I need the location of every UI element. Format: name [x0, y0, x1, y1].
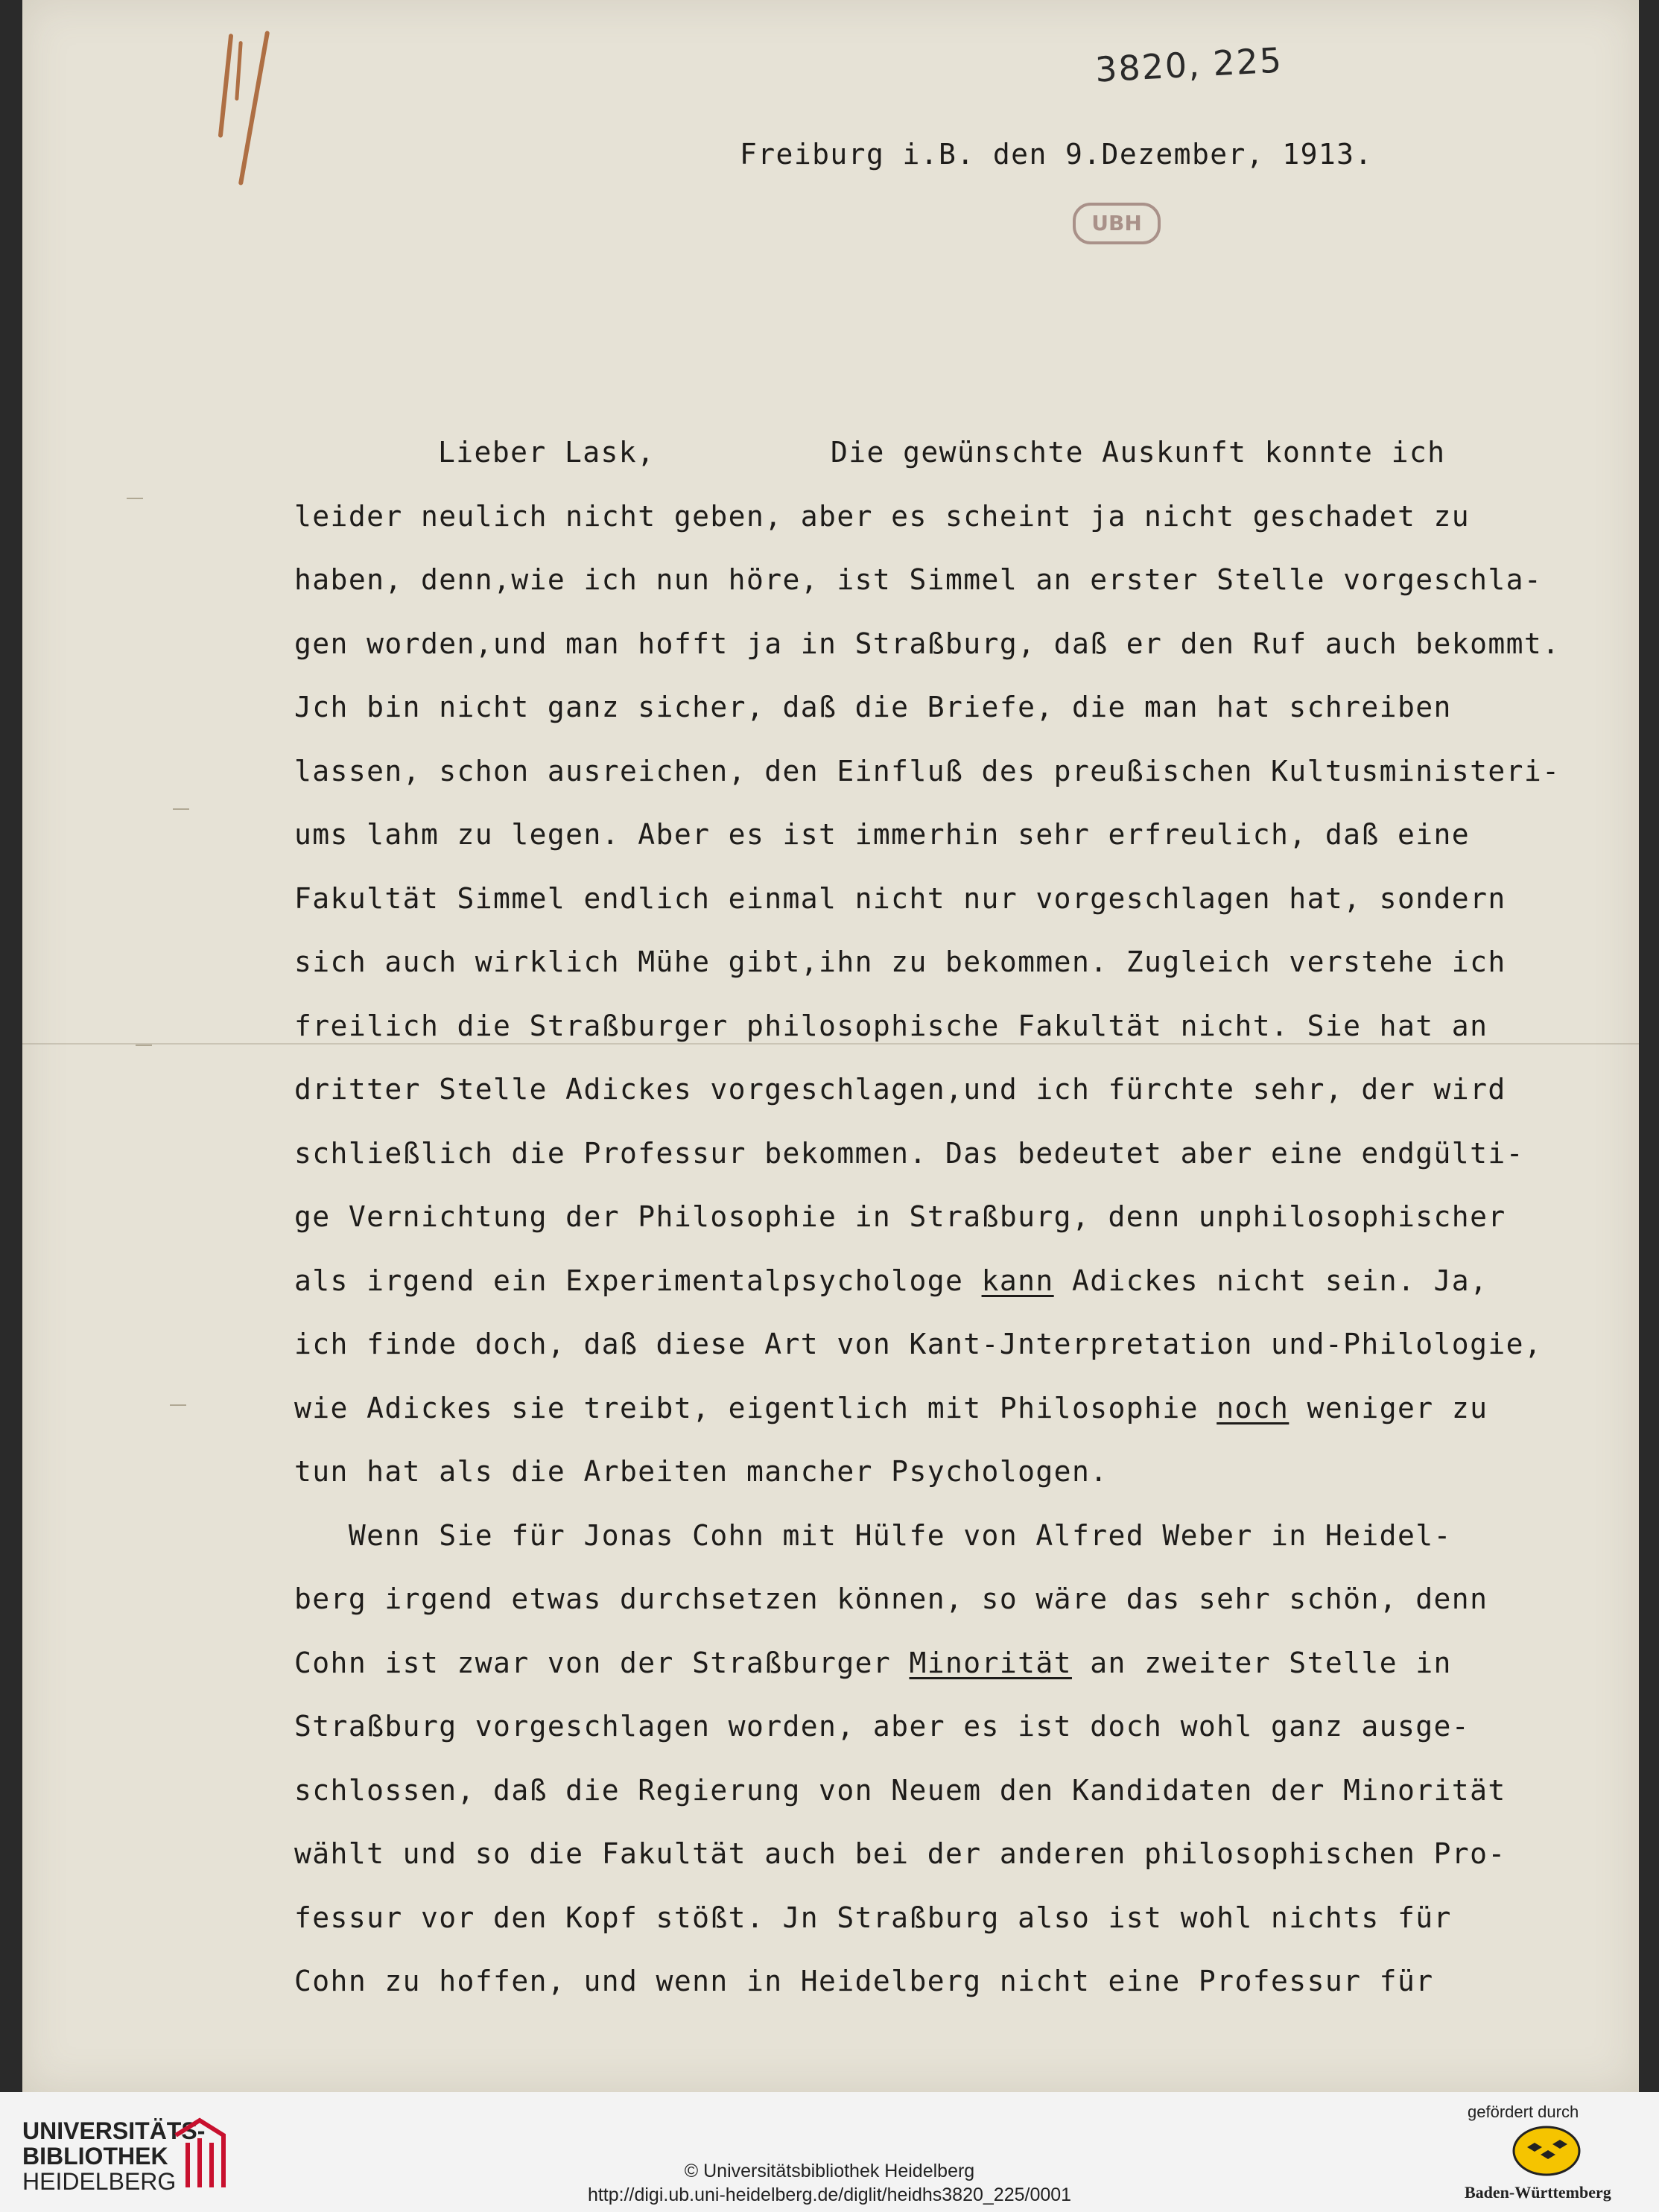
- letter-line: wählt und so die Fakultät auch bei der anderen philosophischen Pro-: [294, 1837, 1506, 1870]
- underlined-word: kann: [981, 1264, 1054, 1297]
- letter-line-text: Adickes nicht sein. Ja,: [1053, 1264, 1488, 1297]
- letter-line: fessur vor den Kopf stößt. Jn Straßburg also ist wohl nichts für: [294, 1901, 1452, 1934]
- letter-line-text: als irgend ein Experimentalpsychologe: [294, 1264, 982, 1297]
- letter-line: [294, 1392, 1488, 1425]
- letter-line: Wenn Sie für Jonas Cohn mit Hülfe von Alfred Weber in Heidel-: [294, 1518, 1452, 1552]
- letter-line: leider neulich nicht geben, aber es scheint ja nicht geschadet zu: [294, 499, 1471, 533]
- margin-mark: [127, 498, 143, 499]
- copyright-notice: © Universitätsbibliothek Heidelberg: [684, 2161, 975, 2181]
- letter-line: berg irgend etwas durchsetzen können, so wäre das sehr schön, denn: [294, 1582, 1488, 1615]
- letter-line: gen worden,und man hofft ja in Straßburg, daß er den Ruf auch bekommt.: [294, 627, 1561, 660]
- margin-mark: [170, 1404, 186, 1406]
- letter-line: [294, 1264, 1488, 1297]
- library-name-line: UNIVERSITÄTS-: [22, 2117, 206, 2144]
- letter-line-text: an zweiter Stelle in: [1071, 1646, 1452, 1679]
- library-stamp: UBH: [1073, 203, 1161, 244]
- letter-line: ich finde doch, daß diese Art von Kant-Jnterpretation und-Philologie,: [294, 1328, 1543, 1360]
- letter-line: lassen, schon ausreichen, den Einfluß des preußischen Kultusministeri-: [294, 754, 1561, 787]
- letter-line: freilich die Straßburger philosophische Fakultät nicht. Sie hat an: [294, 1009, 1488, 1042]
- letter-line: Jch bin nicht ganz sicher, daß die Briefe, die man hat schreiben: [294, 691, 1452, 723]
- margin-mark: [173, 808, 189, 810]
- letter-line: Cohn zu hoffen, und wenn in Heidelberg nicht eine Professur für: [294, 1965, 1434, 1997]
- letter-line: tun hat als die Arbeiten mancher Psychologen.: [294, 1455, 1108, 1488]
- source-url[interactable]: http://digi.ub.uni-heidelberg.de/diglit/heidhs3820_225/0001: [587, 2184, 1072, 2205]
- letter-line: dritter Stelle Adickes vorgeschlagen,und ich fürchte sehr, der wird: [294, 1073, 1506, 1106]
- letter-line: Fakultät Simmel endlich einmal nicht nur vorgeschlagen hat, sondern: [294, 881, 1506, 915]
- letter-line-text: wie Adickes sie treibt, eigentlich mit Philosophie: [294, 1391, 1217, 1425]
- letter-line-text: weniger zu: [1289, 1391, 1488, 1425]
- fold-line: [22, 1043, 1639, 1045]
- underlined-word: noch: [1217, 1391, 1290, 1425]
- underlined-word: Minorität: [909, 1646, 1072, 1679]
- letter-date: Freiburg i.B. den 9.Dezember, 1913.: [740, 138, 1373, 171]
- baden-wuerttemberg-emblem-icon: [1511, 2125, 1582, 2177]
- funder-label: gefördert durch: [1468, 2102, 1579, 2121]
- library-name-line: BIBLIOTHEK: [22, 2143, 168, 2170]
- letter-line: sich auch wirklich Mühe gibt,ihn zu bekommen. Zugleich verstehe ich: [294, 945, 1506, 978]
- library-name-line: HEIDELBERG: [22, 2168, 177, 2195]
- letter-line: ums lahm zu legen. Aber es ist immerhin sehr erfreulich, daß eine: [294, 818, 1471, 851]
- letter-salutation: Lieber Lask,: [438, 436, 656, 469]
- letter-line: schlossen, daß die Regierung von Neuem den Kandidaten der Minorität: [294, 1773, 1506, 1807]
- letter-line: ge Vernichtung der Philosophie in Straßburg, denn unphilosophischer: [294, 1200, 1506, 1233]
- letter-line: [294, 1647, 1452, 1679]
- letter-line: Die gewünschte Auskunft konnte ich: [831, 436, 1446, 469]
- footer: [0, 2092, 1659, 2212]
- margin-mark: [136, 1045, 152, 1046]
- archive-number: 3820, 225: [1094, 39, 1284, 90]
- letter-line: Straßburg vorgeschlagen worden, aber es ist doch wohl ganz ausge-: [294, 1710, 1471, 1743]
- letter-line: schließlich die Professur bekommen. Das bedeutet aber eine endgülti-: [294, 1136, 1524, 1170]
- letter-line: haben, denn,wie ich nun höre, ist Simmel an erster Stelle vorgeschla-: [294, 563, 1543, 596]
- letter-line-text: Cohn ist zwar von der Straßburger: [294, 1646, 910, 1679]
- library-logo-icon: [170, 2113, 229, 2195]
- funder-name: Baden-Württemberg: [1465, 2183, 1611, 2202]
